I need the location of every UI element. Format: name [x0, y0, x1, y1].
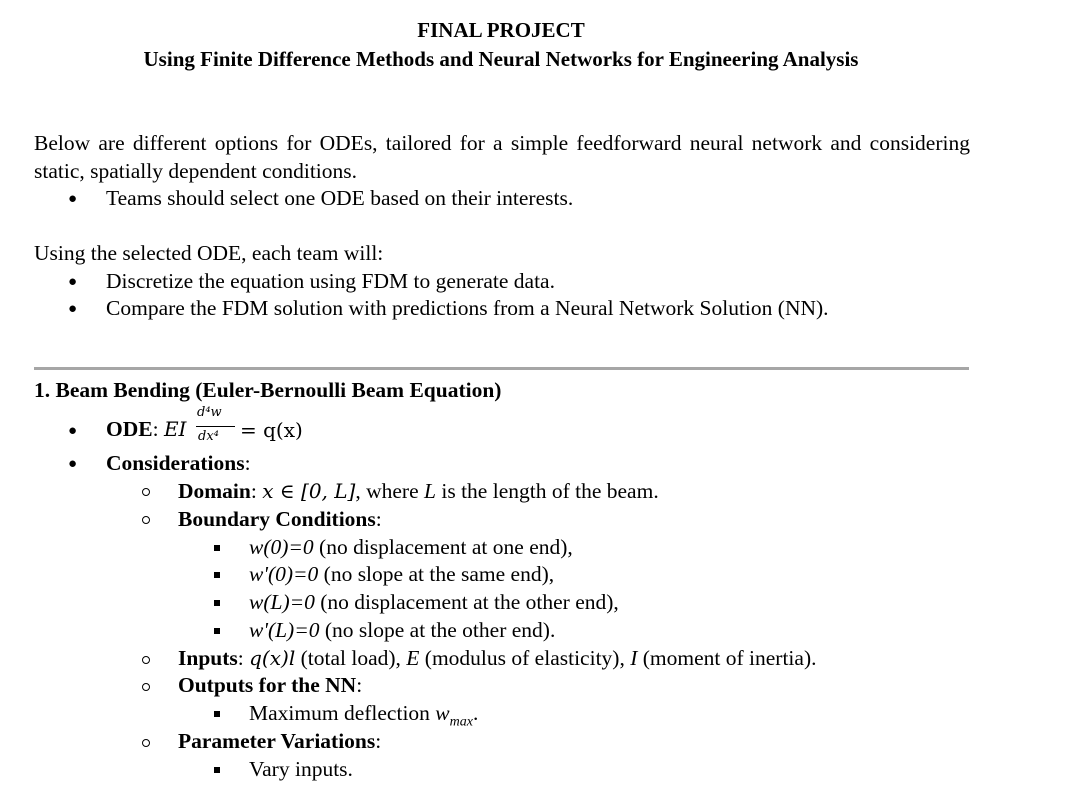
square-bullet-icon [214, 600, 220, 606]
domain-line: Domain: x ∈ [0, L], where L is the length of the beam. [178, 479, 659, 503]
intro-bullet: Teams should select one ODE based on their interests. [106, 186, 574, 210]
output-item: Maximum deflection $w_{max}$. [249, 701, 479, 730]
section-heading: 1. Beam Bending (Euler-Bernoulli Beam Equation) [34, 378, 502, 402]
ode-denominator: dx⁴ [198, 429, 219, 444]
considerations-heading: Considerations: [106, 451, 251, 475]
boundary-condition: w'(0)=0 (no slope at the same end), [249, 562, 555, 586]
square-bullet-icon [214, 767, 220, 773]
variation-item: Vary inputs. [249, 757, 353, 781]
inputs-line: Inputs: q(x)l (total load), E (modulus of elasticity), I (moment of inertia). [178, 646, 817, 670]
section-divider [34, 367, 969, 370]
variations-heading: Parameter Variations: [178, 729, 382, 753]
hollow-bullet-icon [142, 516, 150, 524]
boundary-condition: w'(L)=0 (no slope at the other end). [249, 618, 556, 642]
task-item: Compare the FDM solution with predictions from a Neural Network Solution (NN). [106, 296, 829, 320]
bullet-dot-icon: ● [68, 274, 78, 290]
boundary-heading: Boundary Conditions: [178, 507, 382, 531]
square-bullet-icon [214, 572, 220, 578]
ode-coefficient: EI [163, 417, 187, 441]
square-bullet-icon [214, 545, 220, 551]
bullet-dot-icon: ● [68, 456, 78, 472]
document-subtitle: Using Finite Difference Methods and Neural Networks for Engineering Analysis [143, 47, 859, 71]
hollow-bullet-icon [142, 656, 150, 664]
boundary-condition: w(0)=0 (no displacement at one end), [249, 535, 573, 559]
fraction-bar [196, 426, 235, 427]
ode-line: ODE: EI [106, 417, 187, 441]
bullet-dot-icon: ● [68, 191, 78, 207]
bullet-dot-icon: ● [68, 301, 78, 317]
hollow-bullet-icon [142, 683, 150, 691]
ode-label: ODE [106, 417, 153, 441]
bullet-dot-icon: ● [68, 423, 78, 439]
outputs-heading: Outputs for the NN: [178, 673, 363, 697]
ode-rhs: = q(x) [240, 418, 303, 442]
square-bullet-icon [214, 711, 220, 717]
document-title: FINAL PROJECT [417, 18, 585, 42]
task-item: Discretize the equation using FDM to generate data. [106, 269, 555, 293]
hollow-bullet-icon [142, 488, 150, 496]
ode-numerator: d⁴w [197, 405, 222, 420]
square-bullet-icon [214, 628, 220, 634]
boundary-condition: w(L)=0 (no displacement at the other end), [249, 590, 619, 614]
tasks-lead: Using the selected ODE, each team will: [34, 241, 384, 265]
hollow-bullet-icon [142, 739, 150, 747]
intro-paragraph: Below are different options for ODEs, tailored for a simple feedforward neural network and considering static, spatially dependent conditions. [34, 131, 970, 183]
